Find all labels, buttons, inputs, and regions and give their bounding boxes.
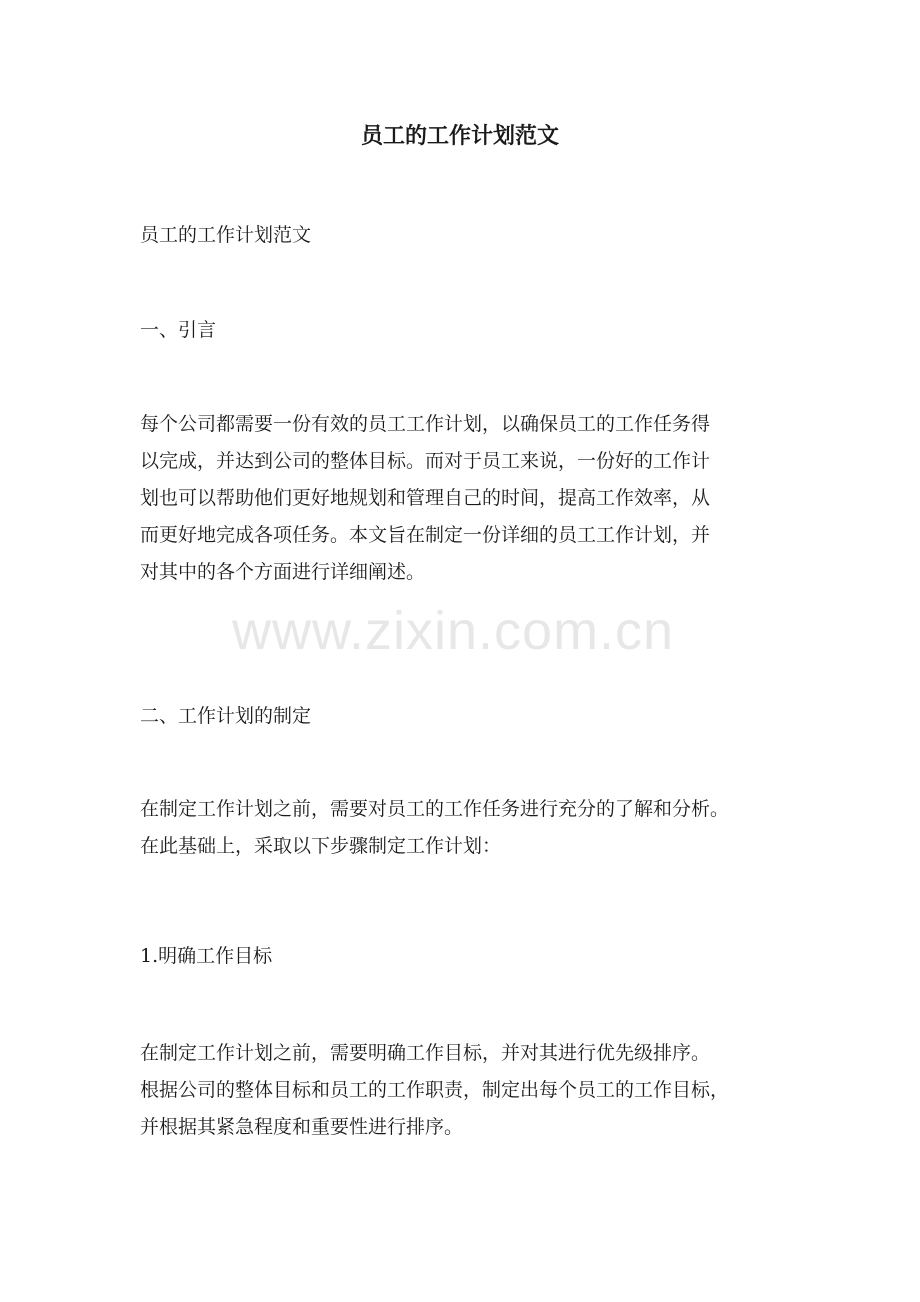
paragraph-line: 以完成，并达到公司的整体目标。而对于员工来说，一份好的工作计 [140, 450, 711, 472]
watermark: www.zixin.com.cn [232, 601, 675, 661]
paragraph-line: 在此基础上，采取以下步骤制定工作计划： [140, 835, 502, 857]
section-heading-plan-formulation: 二、工作计划的制定 [140, 705, 312, 727]
introduction-paragraph [140, 406, 790, 591]
paragraph-line: 划也可以帮助他们更好地规划和管理自己的时间，提高工作效率，从 [140, 487, 711, 509]
clarify-goals-paragraph [140, 1035, 790, 1146]
paragraph-line: 每个公司都需要一份有效的员工工作计划，以确保员工的工作任务得 [140, 413, 711, 435]
document-title: 员工的工作计划范文 [360, 123, 559, 149]
plan-formulation-paragraph [140, 791, 790, 865]
paragraph-line: 并根据其紧急程度和重要性进行排序。 [140, 1116, 464, 1138]
item-heading-clarify-goals: 1.明确工作目标 [140, 945, 273, 967]
paragraph-line: 在制定工作计划之前，需要明确工作目标，并对其进行优先级排序。 [140, 1042, 711, 1064]
paragraph-line: 根据公司的整体目标和员工的工作职责，制定出每个员工的工作目标， [140, 1079, 730, 1101]
document-subtitle: 员工的工作计划范文 [140, 224, 312, 246]
paragraph-line: 在制定工作计划之前，需要对员工的工作任务进行充分的了解和分析。 [140, 798, 730, 820]
paragraph-line: 而更好地完成各项任务。本文旨在制定一份详细的员工工作计划，并 [140, 524, 711, 546]
section-heading-introduction: 一、引言 [140, 319, 217, 341]
paragraph-line: 对其中的各个方面进行详细阐述。 [140, 561, 426, 583]
